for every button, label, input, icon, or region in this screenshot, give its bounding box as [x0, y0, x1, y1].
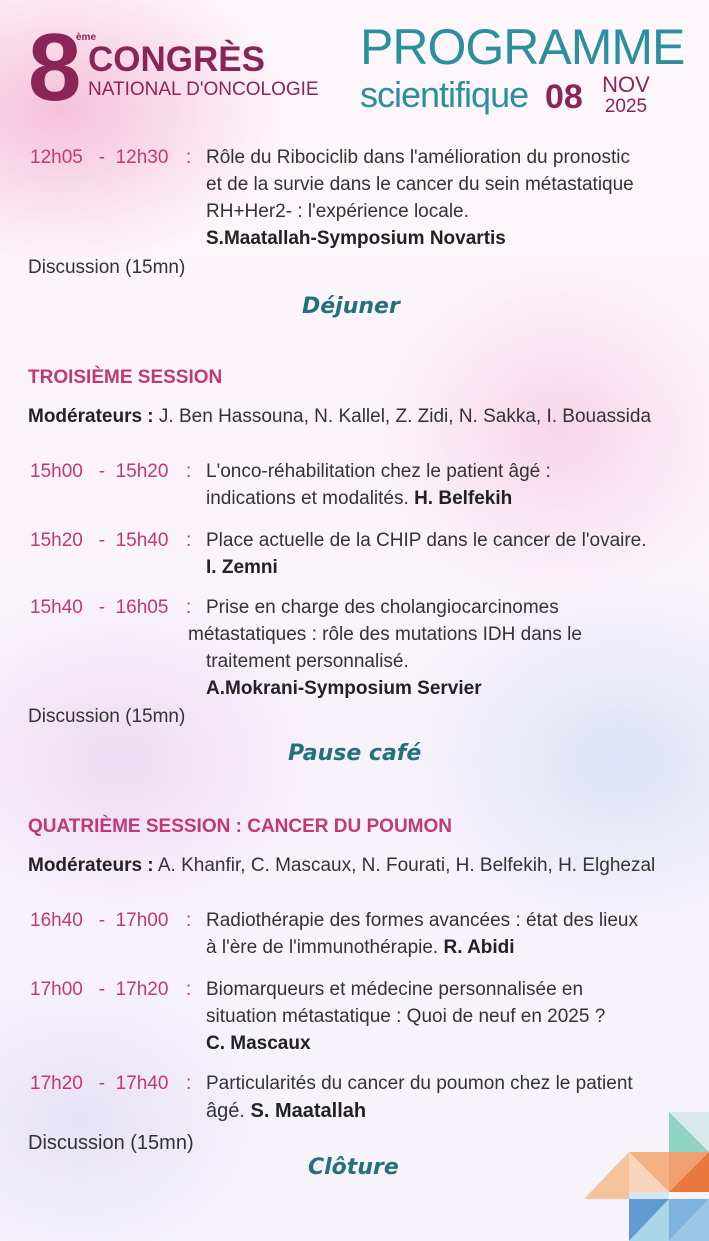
talk-time: 15h40 - 16h05: [30, 597, 169, 618]
talk-speaker: H. Belfekih: [414, 488, 513, 509]
edition-suffix: ème: [76, 32, 97, 43]
talk-title-line: et de la survie dans le cancer du sein métastatique: [206, 174, 634, 195]
colon: :: [186, 530, 192, 551]
date-month: NOV: [602, 72, 650, 97]
talk-time: 16h40 - 17h00: [30, 910, 169, 931]
decorative-triangles-icon: [580, 1110, 709, 1241]
talk-title-line: Prise en charge des cholangiocarcinomes: [206, 597, 559, 618]
congress-subtitle: NATIONAL D'ONCOLOGIE: [88, 79, 319, 100]
talk-speaker: I. Zemni: [206, 557, 278, 578]
lunch-break: Déjuner: [302, 294, 400, 319]
talk-title-line: Rôle du Ribociclib dans l'amélioration du pronostic: [206, 147, 630, 168]
talk-speaker: S. Maatallah: [250, 1100, 367, 1122]
colon: :: [186, 147, 192, 168]
talk-title-line: Radiothérapie des formes avancées : état des lieux: [206, 910, 638, 931]
talk-title-line: traitement personnalisé.: [206, 651, 409, 672]
session-title: QUATRIÈME SESSION : CANCER DU POUMON: [28, 816, 453, 837]
talk-title-line: indications et modalités. H. Belfekih: [206, 488, 513, 509]
programme-subtitle: scientifique: [360, 74, 529, 115]
talk-time: 15h20 - 15h40: [30, 530, 169, 551]
date-day: 08: [545, 78, 583, 116]
moderators: Modérateurs : J. Ben Hassouna, N. Kallel, Z. Zidi, N. Sakka, I. Bouassida: [28, 406, 652, 427]
talk-time: 15h00 - 15h20: [30, 461, 169, 482]
moderators: Modérateurs : A. Khanfir, C. Mascaux, N. Fourati, H. Belfekih, H. Elghezal: [28, 855, 656, 876]
congress-title: CONGRÈS: [88, 40, 265, 79]
colon: :: [186, 979, 192, 1000]
colon: :: [186, 1073, 192, 1094]
discussion-label: Discussion (15mn): [28, 1132, 194, 1154]
colon: :: [186, 461, 192, 482]
talk-speaker: A.Mokrani-Symposium Servier: [206, 678, 482, 699]
session-title: TROISIÈME SESSION: [28, 367, 223, 388]
talk-title-line: Place actuelle de la CHIP dans le cancer de l'ovaire.: [206, 530, 647, 551]
talk-time: 12h05 - 12h30: [30, 147, 169, 168]
edition-number: 8: [28, 14, 80, 121]
discussion-label: Discussion (15mn): [28, 257, 186, 278]
talk-title-line: RH+Her2- : l'expérience locale.: [206, 201, 469, 222]
discussion-label: Discussion (15mn): [28, 706, 186, 727]
talk-title-line: situation métastatique : Quoi de neuf en 2025 ?: [206, 1006, 606, 1027]
talk-title-line: métastatiques : rôle des mutations IDH dans le: [188, 624, 582, 645]
colon: :: [186, 910, 192, 931]
talk-title-line: à l'ère de l'immunothérapie. R. Abidi: [206, 937, 515, 958]
talk-time: 17h20 - 17h40: [30, 1073, 169, 1094]
talk-time: 17h00 - 17h20: [30, 979, 169, 1000]
talk-title-line: Biomarqueurs et médecine personnalisée en: [206, 979, 584, 1000]
talk-speaker: S.Maatallah-Symposium Novartis: [206, 228, 506, 249]
talk-title-line: L'onco-réhabilitation chez le patient âgé :: [206, 461, 551, 482]
talk-title-line: âgé. S. Maatallah: [206, 1100, 367, 1122]
date-year: 2025: [604, 96, 648, 117]
talk-title-line: Particularités du cancer du poumon chez le patient: [206, 1073, 633, 1094]
programme-title: PROGRAMME: [360, 19, 685, 75]
coffee-break: Pause café: [288, 741, 422, 766]
closing: Clôture: [308, 1155, 399, 1180]
talk-speaker: C. Mascaux: [206, 1033, 311, 1054]
talk-speaker: R. Abidi: [443, 937, 515, 958]
colon: :: [186, 597, 192, 618]
